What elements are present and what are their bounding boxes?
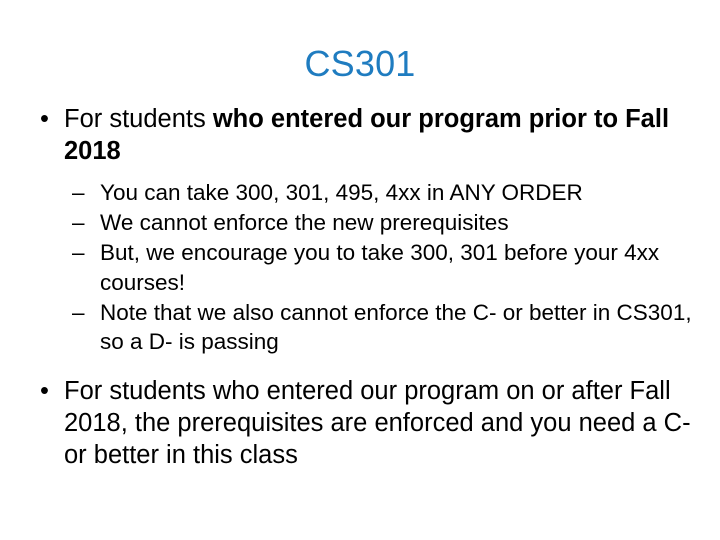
sub-bullet-marker: – xyxy=(72,240,85,266)
sub-bullet-text: You can take 300, 301, 495, 4xx in ANY ORDER xyxy=(100,179,583,205)
sub-bullet-list xyxy=(64,178,698,357)
sub-bullet-marker: – xyxy=(72,299,85,325)
spacer xyxy=(22,358,698,374)
sub-bullet-item-3 xyxy=(64,238,698,297)
bullet-spacer xyxy=(22,358,698,374)
sub-bullet-text: We cannot enforce the new prerequisites xyxy=(100,210,509,235)
sub-bullet-item-1 xyxy=(64,178,698,207)
slide-body xyxy=(22,104,698,474)
bullet-marker: • xyxy=(40,377,49,406)
sub-bullet-marker: – xyxy=(72,179,85,205)
sub-bullet-item-2 xyxy=(64,208,698,237)
bullet-text-bold: who entered our program prior to Fall 2018 xyxy=(64,105,670,165)
sub-bullet-marker: – xyxy=(72,210,85,235)
bullet-text-plain: For students xyxy=(64,105,213,133)
slide-title: CS301 xyxy=(304,43,416,84)
bullet-text-plain: For students who entered our program on or after Fall 2018, the prerequisites are enforced and you need a C- or better in this class xyxy=(64,377,691,469)
bullet-list xyxy=(22,104,698,472)
bullet-item-2 xyxy=(22,376,698,472)
sub-bullet-item-4 xyxy=(64,298,698,357)
sub-bullet-text: But, we encourage you to take 300, 301 before your 4xx courses! xyxy=(100,240,660,295)
sub-bullet-text: Note that we also cannot enforce the C- or better in CS301, so a D- is passing xyxy=(100,299,692,354)
bullet-item-1 xyxy=(22,104,698,356)
bullet-marker: • xyxy=(40,105,49,133)
